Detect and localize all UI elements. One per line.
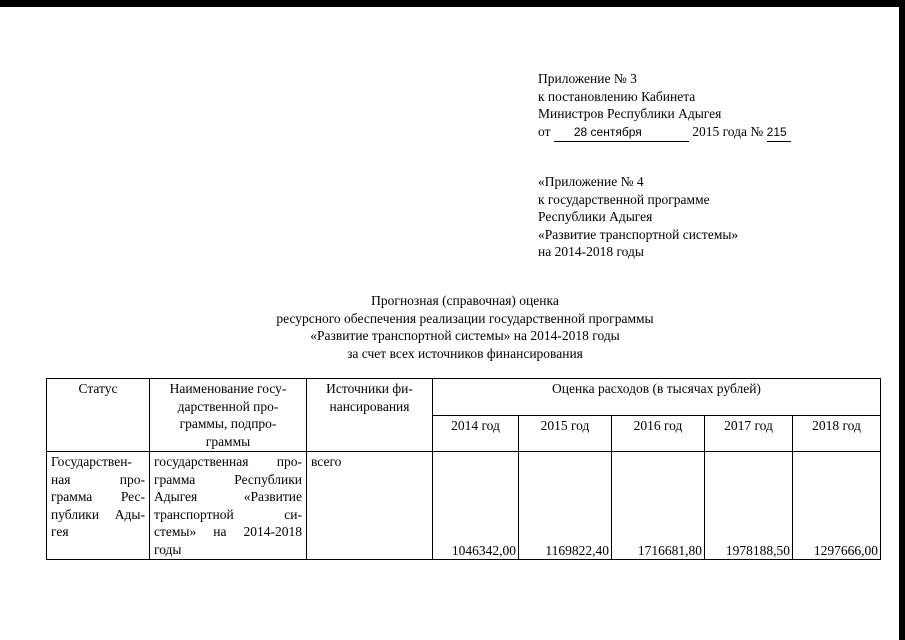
title-line: за счет всех источников финансирования (347, 345, 583, 361)
header-year: 2018 год (793, 415, 881, 452)
date-prefix: от (538, 123, 551, 139)
title-line: «Развитие транспортной системы» на 2014-2018 годы (310, 328, 620, 343)
header-estimate: Оценка расходов (в тысячах рублей) (433, 379, 881, 416)
cell-program-name: государственная про- грамма Республики Адыгея «Развитие транспортной си- стемы» на 2014-2018 годы (150, 452, 307, 560)
cell-value-2016: 1716681,80 (612, 452, 705, 560)
handwritten-number: 215 (767, 124, 791, 143)
appendix-4-line: «Развитие транспортной системы» (538, 226, 739, 242)
header-year: 2016 год (612, 415, 705, 452)
header-sources: Источники фи- нансирования (307, 379, 433, 452)
cell-status: Государствен- ная про- грамма Рес- публики Ады- гея (47, 452, 150, 560)
table-header-row (47, 379, 881, 416)
appendix-4-header (538, 173, 738, 261)
appendix-3-date-line (538, 123, 791, 143)
appendix-4-title: «Приложение № 4 (538, 174, 644, 189)
title-line: ресурсного обеспечения реализации государственной программы (276, 310, 654, 326)
cell-source: всего (307, 452, 433, 560)
cell-value-2014: 1046342,00 (433, 452, 519, 560)
document-title (200, 292, 730, 362)
appendix-4-line: к государственной программе (538, 191, 710, 207)
title-line: Прогнозная (справочная) оценка (371, 293, 559, 308)
appendix-4-line: Республики Адыгея (538, 209, 653, 224)
cell-value-2015: 1169822,40 (519, 452, 612, 560)
right-border (899, 0, 905, 640)
funding-table (46, 378, 881, 560)
date-suffix: 2015 года № (692, 123, 764, 139)
header-year: 2014 год (433, 415, 519, 452)
handwritten-date: 28 сентября (554, 124, 689, 143)
appendix-3-line: к постановлению Кабинета (538, 88, 696, 104)
appendix-3-line: Министров Республики Адыгея (538, 106, 722, 121)
header-year: 2017 год (705, 415, 793, 452)
appendix-4-line: на 2014-2018 годы (538, 244, 644, 259)
header-program-name: Наименование госу- дарственной про- граммы, подпро- граммы (150, 379, 307, 452)
header-year: 2015 год (519, 415, 612, 452)
appendix-3-title: Приложение № 3 (538, 71, 637, 86)
cell-value-2017: 1978188,50 (705, 452, 793, 560)
top-border (0, 0, 905, 7)
cell-value-2018: 1297666,00 (793, 452, 881, 560)
header-status: Статус (47, 379, 150, 452)
appendix-3-header (538, 70, 791, 142)
table-row (47, 452, 881, 560)
